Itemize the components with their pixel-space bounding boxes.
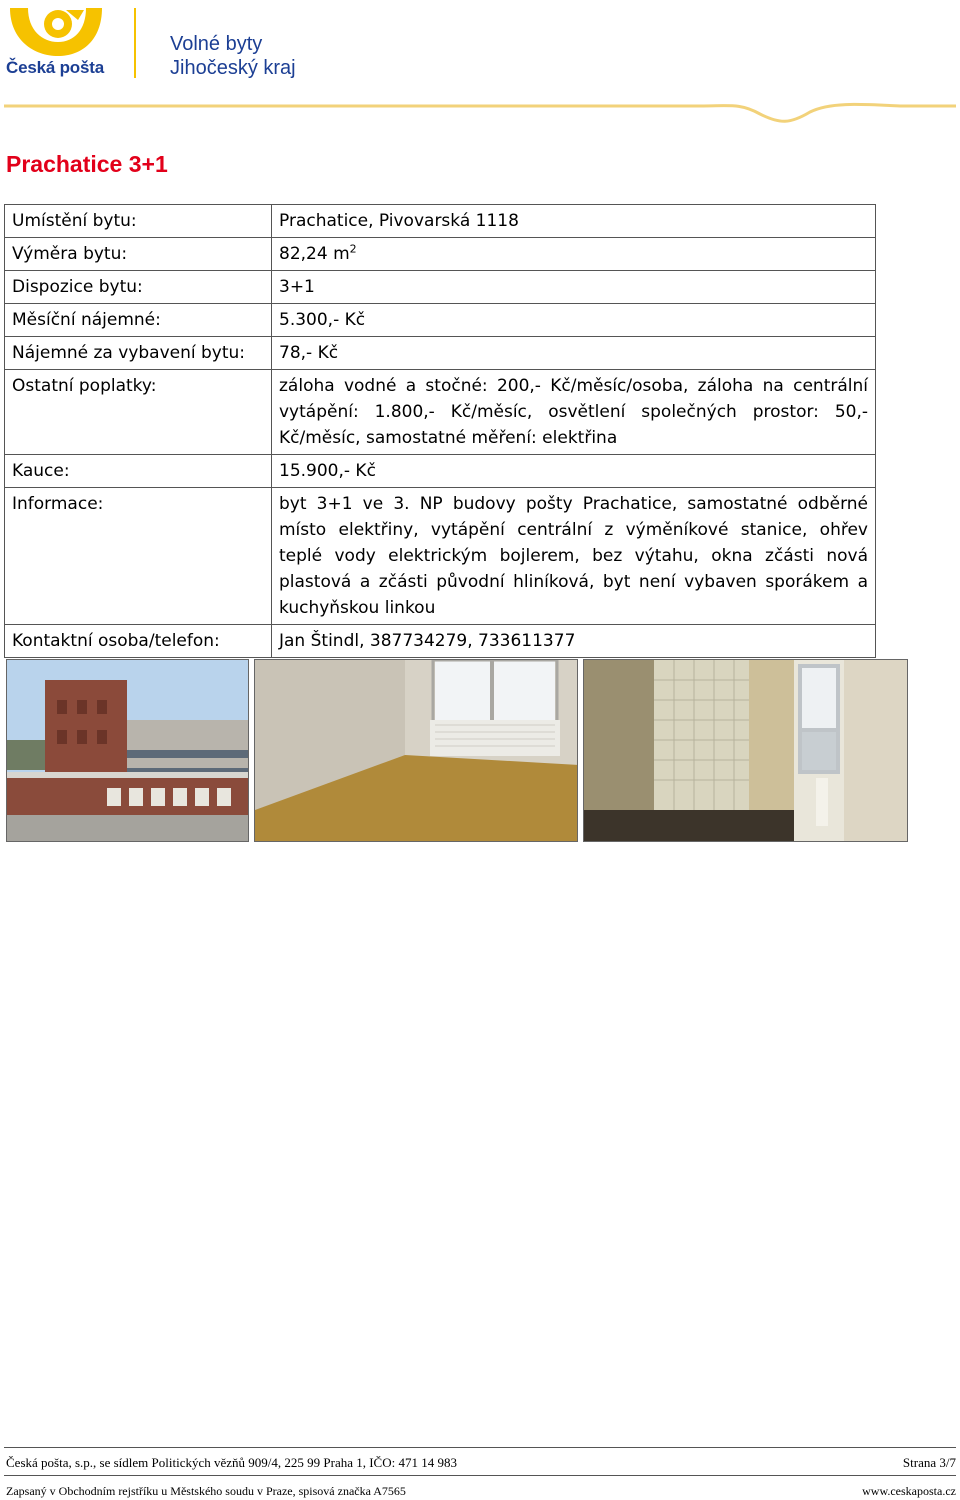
page-header xyxy=(0,0,960,130)
header-wave-line xyxy=(0,100,960,130)
footer-line-1 xyxy=(6,1455,956,1471)
row-label: Měsíční nájemné: xyxy=(5,304,272,337)
header-divider xyxy=(134,8,136,78)
row-label: Kauce: xyxy=(5,455,272,488)
footer-line-2 xyxy=(6,1484,956,1499)
row-value xyxy=(272,238,876,271)
row-value: Prachatice, Pivovarská 1118 xyxy=(272,205,876,238)
table-row xyxy=(5,205,876,238)
row-label: Nájemné za vybavení bytu: xyxy=(5,337,272,370)
area-unit-superscript: 2 xyxy=(349,242,357,256)
row-value: 78,- Kč xyxy=(272,337,876,370)
row-value: byt 3+1 ve 3. NP budovy pošty Prachatice, samostatné odběrné místo elektřiny, vytápění centrální z výměníkové stanice, ohřev teplé vody elektrickým bojlerem, bez výtahu, okna zčásti nová plastová a zčásti původní hliníková, byt není vybaven sporákem a kuchyňskou linkou xyxy=(272,488,876,625)
page-heading: Prachatice 3+1 xyxy=(6,151,168,177)
footer-company-address: Česká pošta, s.p., se sídlem Politických vězňů 909/4, 225 99 Praha 1, IČO: 471 14 983 xyxy=(6,1455,457,1470)
table-row xyxy=(5,271,876,304)
footer-registry-note: Zapsaný v Obchodním rejstříku u Městského soudu v Praze, spisová značka A7565 xyxy=(6,1484,406,1498)
row-label: Kontaktní osoba/telefon: xyxy=(5,625,272,658)
footer-page-number: Strana 3/7 xyxy=(902,1455,956,1470)
table-row xyxy=(5,337,876,370)
row-label: Umístění bytu: xyxy=(5,205,272,238)
footer-rule-2 xyxy=(4,1475,956,1476)
document-title-line2: Jihočeský kraj xyxy=(170,57,296,79)
photo-building-exterior xyxy=(6,659,249,842)
apartment-info-table xyxy=(4,204,876,658)
row-label: Dispozice bytu: xyxy=(5,271,272,304)
row-value: 3+1 xyxy=(272,271,876,304)
table-row xyxy=(5,370,876,455)
row-value: záloha vodné a stočné: 200,- Kč/měsíc/osoba, záloha na centrální vytápění: 1.800,- Kč/měsíc, osvětlení společných prostor: 50,- Kč/měsíc, samostatné měření: elektřina xyxy=(272,370,876,455)
table-row xyxy=(5,488,876,625)
photo-empty-room xyxy=(254,659,578,842)
posthorn-icon xyxy=(6,6,106,60)
table-row xyxy=(5,625,876,658)
table-row xyxy=(5,455,876,488)
photo-kitchen-corner xyxy=(583,659,908,842)
document-title xyxy=(170,32,296,80)
footer-rule xyxy=(4,1447,956,1448)
row-value: 5.300,- Kč xyxy=(272,304,876,337)
row-value: Jan Štindl, 387734279, 733611377 xyxy=(272,625,876,658)
logo-wordmark: Česká pošta xyxy=(6,58,104,77)
area-value: 82,24 m xyxy=(279,244,350,264)
row-label: Výměra bytu: xyxy=(5,238,272,271)
table-row xyxy=(5,304,876,337)
table-row xyxy=(5,238,876,271)
row-label: Informace: xyxy=(5,488,272,625)
document-title-line1: Volné byty xyxy=(170,33,263,55)
row-value: 15.900,- Kč xyxy=(272,455,876,488)
row-label: Ostatní poplatky: xyxy=(5,370,272,455)
footer-website-link[interactable]: www.ceskaposta.cz xyxy=(862,1484,956,1498)
